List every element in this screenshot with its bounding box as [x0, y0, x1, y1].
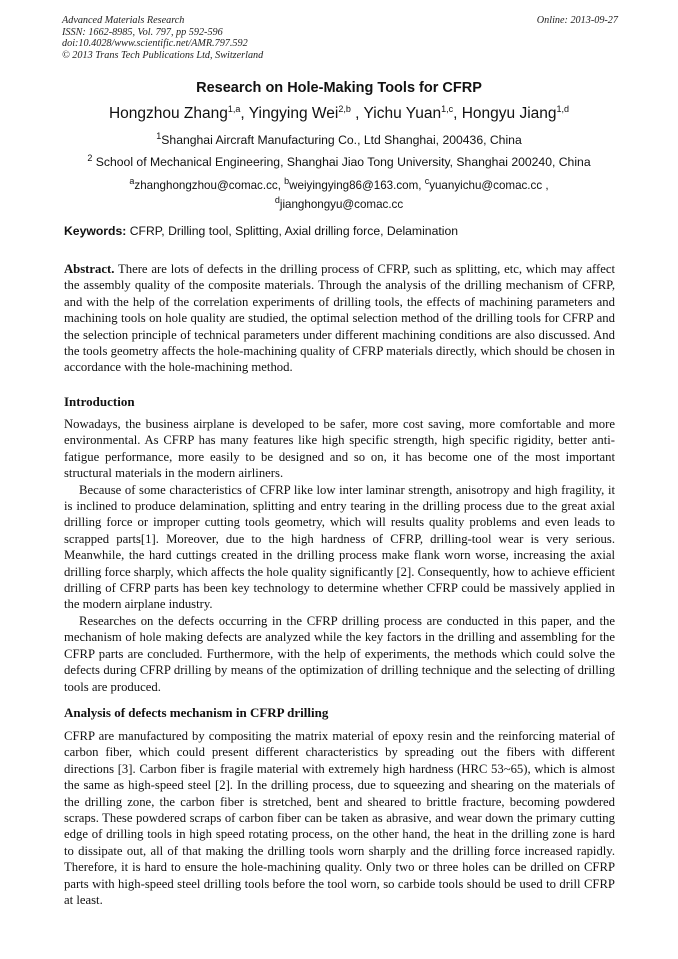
author-sup: 1,c — [441, 104, 454, 114]
abstract-text: There are lots of defects in the drilling process of CFRP, such as splitting, etc, which may affect the assembly quality of the composite materials. Through the analysis of the drilling mechanism of CFRP, and with the help of the correlation experiments of drilling tools, the effects of machining parameters and machining tools on hole quality are studied, the optimal selection method of the drilling tools for CFRP and the selection principle of technical parameters under different machining conditions are also discussed. And the tools geometry affects the hole-machining quality of CFRP materials directly, which should be chosen in accordance with the hole-machining method. — [64, 262, 615, 375]
abstract-label: Abstract. — [64, 262, 115, 276]
section-analysis — [64, 728, 615, 908]
author-list: Hongzhou Zhang$^{1,a}$, Yingying Wei$^{2,b}$ , Yichu Yuan$^{1,c}$, Hongyu Jiang$^{1,d}$ — [108, 104, 570, 123]
affiliation-text: School of Mechanical Engineering, Shanghai Jiao Tong University, Shanghai 200240, China — [95, 155, 591, 170]
email-sup: c — [424, 176, 430, 186]
author-name: Yingying Wei — [248, 105, 339, 123]
paragraph: Because of some characteristics of CFRP like low inter laminar strength, anisotropy and high fragility, it is inclined to produce delamination, splitting and entry tearing in the drilling process due to the great axial drilling force or improper cutting tools geometry, which will results quality problems and even leads to scrapped parts[1]. Moreover, due to the high hardness of CFRP, drilling-tool wear is very serious. Meanwhile, the hard cuttings created in the drilling process make flank worn worse, increasing the axial drilling force sharply, which affects the hole quality significantly [2]. Consequently, how to achieve efficient drilling of CFRP parts has been key technology to determine whether CFRP could be massively applied in the modern airplane industry. — [64, 482, 615, 612]
author-sup: 2,b — [338, 104, 351, 114]
section-introduction — [64, 416, 615, 695]
email-sup: a — [129, 176, 135, 186]
email[interactable]: yuanyichu@comac.cc — [429, 178, 543, 192]
email[interactable]: weiyingying86@163.com — [289, 178, 419, 192]
keywords — [64, 224, 618, 238]
email-list: $^a$zhanghongzhou@comac.cc, $^b$weiyingying86@163.com, $^c$yuanyichu@comac.cc , $^d$jianghongyu@comac.cc — [129, 176, 549, 211]
author-sup: 1,d — [556, 104, 570, 114]
journal-doi: doi:10.4028/www.scientific.net/AMR.797.592 — [62, 38, 248, 50]
section-heading: Introduction — [64, 394, 135, 409]
affiliation-sup: 2 — [87, 153, 93, 163]
section-heading: Analysis of defects mechanism in CFRP drilling — [64, 705, 329, 720]
author-name: Hongyu Jiang — [461, 105, 557, 123]
affiliation-2 — [62, 153, 616, 169]
affiliation-1 — [62, 131, 616, 147]
journal-issn: ISSN: 1662-8985, Vol. 797, pp 592-596 — [62, 26, 223, 38]
affiliation-sup: 1 — [156, 131, 162, 141]
keywords-label: Keywords: — [64, 224, 127, 238]
online-date: Online: 2013-09-27 — [536, 15, 618, 26]
affiliation-text: Shanghai Aircraft Manufacturing Co., Ltd Shanghai, 200436, China — [161, 133, 522, 148]
author-name: Hongzhou Zhang — [108, 105, 228, 123]
paragraph: Nowadays, the business airplane is developed to be safer, more cost saving, more comfortable and more environmental. As CFRP has many features like high specific strength, high specific rigidity, better anti-fatigue performance, more easily to be designed and so on, it has become one of the most important structural materials in the modern airliners. — [64, 417, 615, 481]
email-sup: d — [274, 194, 280, 205]
email[interactable]: jianghongyu@comac.cc — [279, 197, 404, 211]
paragraph: CFRP are manufactured by compositing the matrix material of epoxy resin and the reinforcing material of carbon fiber, which could present different characteristics by spreading out the fibers with different directions [3]. Carbon fiber is fragile material with extremely high hardness (HRC 53~65), which is almost the same as high-speed steel [2]. In the drilling process, due to squeezing and shearing on the materials of the drilling zone, the carbon fiber is stretched, bent and sheared to brittle fracture, becoming powdered scraps. These powdered scraps of carbon fiber can be taken as abrasive, and wear down the primary cutting edge of drilling tools in high speed rotating process, on the other hand, the heat in the drilling zone is hard to dissipate out, all of that making the drilling tools worn sharply and the drilling force increased rapidly. Therefore, it is hard to ensure the hole-machining quality. Only two or three holes can be drilled on CFRP parts with high-speed steel drilling tools before the tool worn, so carbide tools should be used to drill CFRP at least. — [64, 729, 615, 908]
abstract — [64, 261, 615, 376]
journal-name: Advanced Materials Research — [62, 15, 185, 26]
journal-header — [62, 15, 618, 61]
author-sup: 1,a — [227, 104, 241, 114]
paragraph: Researches on the defects occurring in the CFRP drilling process are conducted in this paper, and the mechanism of hole making defects are analyzed while the key factors in the drilling and assembling for the CFRP parts are concluded. Furthermore, with the help of experiments, the methods which could solve the defects during CFRP drilling by means of the optimization of drilling technique and the selecting of drilling tools are produced. — [64, 613, 615, 694]
author-name: Yichu Yuan — [363, 105, 442, 123]
journal-copyright: © 2013 Trans Tech Publications Ltd, Switzerland — [62, 49, 264, 61]
email[interactable]: zhanghongzhou@comac.cc — [134, 178, 278, 192]
keywords-text: CFRP, Drilling tool, Splitting, Axial drilling force, Delamination — [129, 224, 459, 238]
email-sup: b — [284, 176, 290, 186]
paper-title: Research on Hole-Making Tools for CFRP — [196, 80, 482, 96]
